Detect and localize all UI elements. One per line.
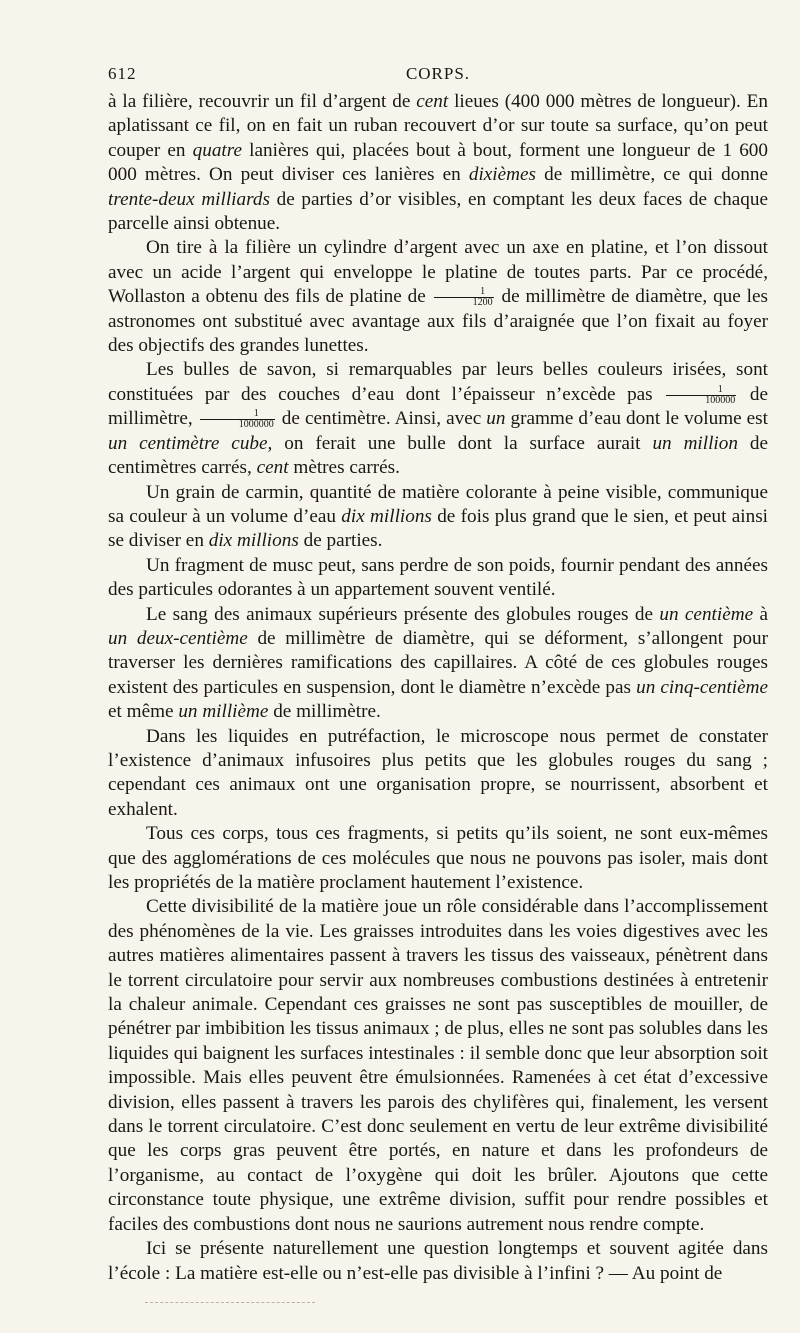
text-run: lanières qui, placées bout à bout, forment une longueur de 1 600 000 mètres. On peut diviser ces lanières en: [108, 139, 768, 186]
emphasis-text: quatre: [192, 139, 243, 161]
text-run: Cette divisibilité de la matière joue un rôle considérable dans l’accomplissement des phénomènes de la vie. Les graisses introduites dans les voies digestives avec les autres matières alimentaires passent à travers les tissus des vaisseaux, pénètrent dans le torrent circulatoire pour servir aux nombreuses combustions destinées à entretenir la chaleur animale. Cependant ces graisses ne sont pas susceptibles de mouiller, de pénétrer par imbibition les tissus animaux ; de plus, elles ne sont pas solubles dans les liquides qui baignent les surfaces intestinales : il semble donc que leur absorption soit impossible. Mais elles peuvent être émulsionnées. Ramenées à cet état d’excessive division, elles passent à travers les parois des chylifères qui, finalement, les versent dans le torrent circulatoire. C’est donc seulement en vertu de leur extrême divisibilité que les corps gras peuvent être portés, en nature et dans les profondeurs de l’organisme, au contact de l’oxygène qui doit les brûler. Ajoutons que cette circonstance toute physique, une extrême division, suffit pour rendre possibles et faciles des combustions dont nous ne saurions autrement nous rendre compte.: [108, 896, 768, 1235]
book-page: [108, 60, 768, 1286]
text-run: de millimètre,: [108, 383, 768, 430]
emphasis-text: dix millions: [208, 530, 299, 552]
text-run: de millimètre, ce qui donne: [536, 164, 768, 186]
text-run: de fois plus grand que le sien, et peut ainsi se diviser en: [108, 505, 768, 552]
emphasis-text: un centième: [659, 603, 754, 625]
text-run: de millimètre de diamètre, que les astronomes ont substitué avec avantage aux fils d’araignée que l’on fixait au foyer des objectifs des grandes lunettes.: [108, 286, 768, 357]
footer-rule: [145, 1302, 315, 1303]
emphasis-text: dixièmes: [468, 164, 536, 186]
text-run: à: [753, 603, 768, 625]
text-run: et même: [108, 701, 179, 723]
text-run: Dans les liquides en putréfaction, le microscope nous permet de constater l’existence d’animaux infusoires plus petits que les globules rouges du sang ; cependant ces animaux ont une organisation propre, se nourrissent, absorbent et exhalent.: [108, 725, 768, 820]
paragraph: [108, 358, 768, 480]
fraction-numerator: 1: [666, 385, 736, 396]
text-run: Ici se présente naturellement une question longtemps et souvent agitée dans l’école : La matière est-elle ou n’est-elle pas divisible à l’infini ? — Au point de: [108, 1238, 768, 1284]
paragraph: [108, 1237, 768, 1286]
paragraph: [108, 554, 768, 603]
fraction: [434, 287, 494, 308]
text-run: Tous ces corps, tous ces fragments, si petits qu’ils soient, ne sont eux-mêmes que des agglomérations de ces molécules que nous ne pouvons pas isoler, mais dont les propriétés de la matière proclament hautement l’existence.: [108, 823, 768, 893]
emphasis-text: un deux-centième: [108, 627, 248, 649]
page-number: 612: [108, 64, 137, 83]
paragraph: [108, 481, 768, 554]
emphasis-text: un million: [652, 432, 738, 454]
emphasis-text: cent: [416, 91, 449, 112]
body-text: [108, 90, 768, 1286]
text-run: Le sang des animaux supérieurs présente des globules rouges de: [146, 603, 660, 625]
emphasis-text: trente-deux milliards: [108, 188, 270, 210]
paragraph: [108, 603, 768, 725]
emphasis-text: cent: [256, 457, 289, 479]
text-run: de millimètre.: [268, 701, 381, 723]
text-run: de parties d’or visibles, en comptant les deux faces de chaque parcelle ainsi obtenue.: [108, 188, 768, 235]
text-run: de parties.: [298, 530, 383, 552]
emphasis-text: un millième: [178, 701, 269, 723]
emphasis-text: un cinq-centième: [636, 676, 769, 698]
emphasis-text: dix millions: [341, 505, 432, 527]
text-run: de centimètres carrés,: [108, 432, 768, 479]
fraction-denominator: 1000000: [238, 419, 274, 431]
text-run: gramme d’eau dont le volume est: [505, 408, 768, 430]
fraction: [200, 409, 275, 430]
text-run: Un grain de carmin, quantité de matière colorante à peine visible, communique sa couleur à un volume d’eau: [108, 481, 768, 527]
text-run: à la filière, recouvrir un fil d’argent de: [108, 91, 417, 112]
paragraph: [108, 90, 768, 236]
text-run: mètres carrés.: [288, 457, 400, 479]
paragraph: [108, 895, 768, 1237]
page-header: [108, 60, 768, 90]
text-run: de millimètre de diamètre, qui se déforment, s’allongent pour traverser les dernières ramifications des capillaires. A côté de ces globules rouges existent des particules en suspension, dont le diamètre n’excède pas: [108, 627, 768, 698]
fraction: [666, 385, 736, 406]
text-run: Les bulles de savon, si remarquables par leurs belles couleurs irisées, sont constituées par des couches d’eau dont l’épaisseur n’excède pas: [108, 359, 768, 405]
emphasis-text: un centimètre cube,: [108, 432, 273, 454]
fraction-numerator: 1: [200, 409, 275, 420]
text-run: On tire à la filière un cylindre d’argent avec un axe en platine, et l’on dissout avec un acide l’argent qui enveloppe le platine de toutes parts. Par ce procédé, Wollaston a obtenu des fils de platine de: [108, 237, 768, 308]
paragraph: [108, 725, 768, 823]
fraction-numerator: 1: [434, 287, 494, 298]
fraction-denominator: 1200: [472, 297, 493, 309]
running-title: CORPS.: [405, 64, 471, 83]
text-run: Un fragment de musc peut, sans perdre de son poids, fournir pendant des années des particules odorantes à un appartement souvent ventilé.: [108, 554, 768, 601]
paragraph: [108, 236, 768, 358]
text-run: de centimètre. Ainsi, avec: [276, 408, 487, 430]
paragraph: [108, 822, 768, 895]
emphasis-text: un: [486, 408, 506, 430]
text-run: on ferait une bulle dont la surface aurait: [272, 432, 653, 454]
fraction-denominator: 100000: [705, 394, 736, 406]
text-run: lieues (400 000 mètres de longueur). En aplatissant ce fil, on en fait un ruban recouvert d’or sur toute sa surface, qu’on peut couper en: [108, 91, 768, 161]
